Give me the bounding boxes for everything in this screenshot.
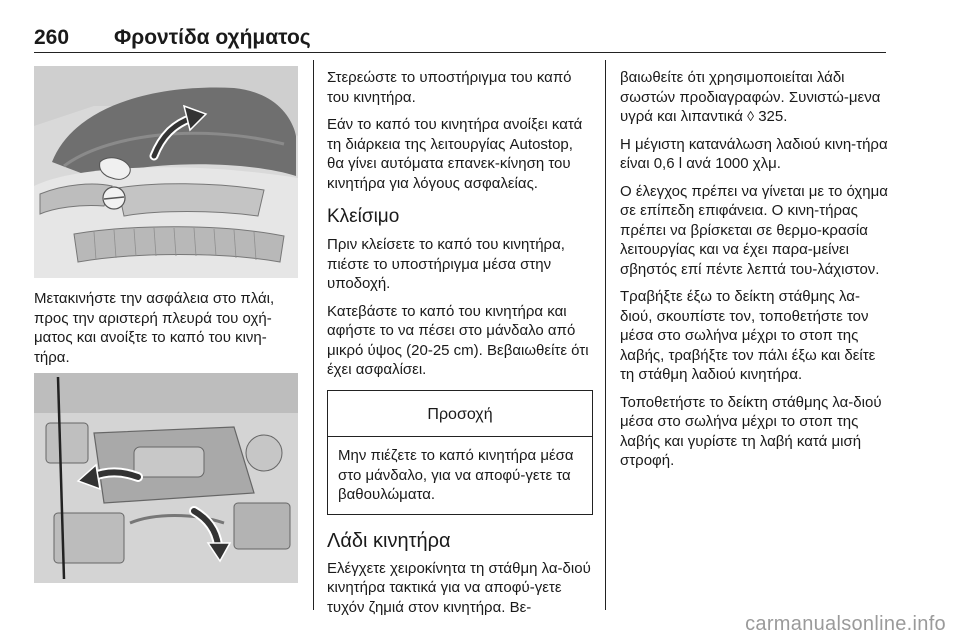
column-divider-right: [605, 60, 606, 610]
caution-title: Προσοχή: [328, 391, 592, 438]
oil-consumption-paragraph: Η μέγιστη κατανάλωση λαδιού κινη-τήρα είναι 0,6 l ανά 1000 χλμ.: [620, 135, 888, 172]
dipstick-procedure-paragraph: Τραβήξτε έξω το δείκτη στάθμης λα-διού, σκουπίστε τον, τοποθετήστε τον μέσα στο σωλήνα μέχρι το στοπ της λαβής, τραβήξτε τον πάλι έξω και δείτε τη στάθμη λαδιού κινητήρα.: [620, 288, 876, 383]
oil-spec-paragraph: [620, 68, 890, 127]
page-title: Φροντίδα οχήματος: [114, 26, 311, 49]
column-divider-left: [313, 60, 314, 610]
closing-heading: Κλείσιμο: [327, 206, 400, 227]
dipstick-reinsert-paragraph: Τοποθετήστε το δείκτη στάθμης λα-διού μέσα στο σωλήνα μέχρι το στοπ της λαβής και γυρίστε τη λαβή κατά μισή στροφή.: [620, 393, 882, 469]
hood-release-instruction: Μετακινήστε την ασφάλεια στο πλάι, προς την αριστερή πλευρά του οχή-ματος και ανοίξτε το καπό του κινη-τήρα.: [34, 290, 275, 366]
left-column: [34, 289, 300, 375]
caution-text: Μην πιέζετε το καπό κινητήρα μέσα στο μάνδαλο, για να αποφύ-γετε τα βαθουλώματα.: [338, 447, 574, 503]
engine-oil-paragraph: Ελέγχετε χειροκίνητα τη στάθμη λα-διού κινητήρα τακτικά για να αποφύ-γετε τυχόν ζημιά στον κινητήρα. Βε-: [327, 559, 591, 616]
check-conditions-paragraph: Ο έλεγχος πρέπει να γίνεται με το όχημα σε επίπεδη επιφάνεια. Ο κινη-τήρας πρέπει να βρίσκεται σε θερμο-κρασία λειτουργίας και να έχει παρα-μείνει σβηστός επί πέντε λεπτά του-λάχιστον.: [620, 182, 888, 278]
engine-bay-drawing: [34, 373, 298, 583]
hood-release-illustration: [34, 66, 298, 278]
support-rod-instruction: Στερεώστε το υποστήριγμα του καπό του κινητήρα.: [327, 69, 572, 106]
engine-oil-heading: Λάδι κινητήρα: [327, 529, 451, 552]
middle-column: [327, 68, 593, 625]
hood-release-drawing: [34, 66, 298, 278]
caution-box: [327, 390, 593, 515]
page-number: 260: [34, 26, 70, 49]
page-header: [34, 26, 886, 52]
engine-bay-illustration: [34, 373, 298, 583]
page-ref-link[interactable]: 325.: [758, 108, 788, 125]
header-rule: [34, 52, 886, 53]
closing-paragraph-2: Κατεβάστε το καπό του κινητήρα και αφήστε το να πέσει στο μάνδαλο από μικρό ύψος (20-25 cm). Βεβαιωθείτε ότι έχει ασφαλίσει.: [327, 302, 589, 378]
right-column: [620, 68, 890, 479]
oil-spec-text: βαιωθείτε ότι χρησιμοποιείται λάδι σωστών προδιαγραφών. Συνιστώ-μενα υγρά και λιπαντικά: [620, 69, 881, 125]
page-ref-icon: ◊: [747, 108, 755, 124]
autostop-note: Εάν το καπό του κινητήρα ανοίξει κατά τη διάρκεια της λειτουργίας Autostop, θα γίνει αυτόματα επανεκ-κίνηση του κινητήρα για λόγους ασφαλείας.: [327, 116, 583, 192]
closing-paragraph-1: Πριν κλείσετε το καπό του κινητήρα, πιέστε το υποστήριγμα μέσα στην υποδοχή.: [327, 236, 565, 292]
watermark: carmanualsonline.info: [745, 613, 946, 635]
